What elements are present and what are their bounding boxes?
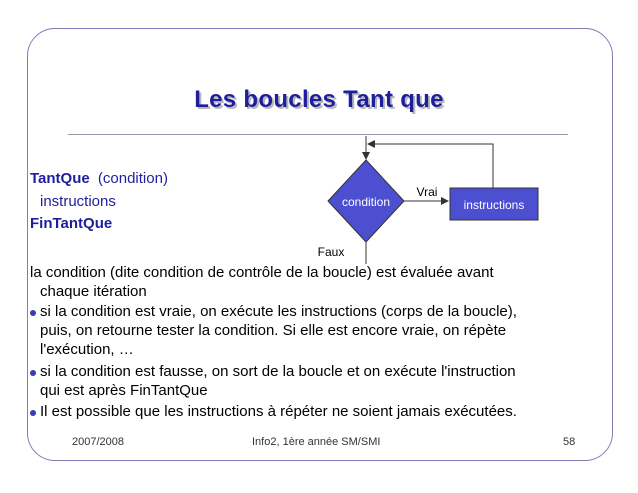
bullet-3-line-1: Il est possible que les instructions à répéter ne soient jamais exécutées. [40,403,517,420]
bullet-1-line-3: l'exécution, … [40,341,134,358]
bullet-dot [30,370,36,376]
code-line-instructions: instructions [40,193,116,210]
bullet-2-line-2: qui est après FinTantQue [40,382,208,399]
action-label: instructions [463,198,525,212]
footer-course: Info2, 1ère année SM/SMI [252,436,381,448]
bullet-2-line-1: si la condition est fausse, on sort de la boucle et on exécute l'instruction [40,363,516,380]
footer-page-number: 58 [563,436,576,448]
intro-line-2: chaque itération [40,283,147,300]
footer-date: 2007/2008 [72,436,124,448]
false-branch-label: Faux [317,245,345,259]
code-keyword-tantque: TantQue [30,170,90,187]
slide-title: Les boucles Tant que [194,86,444,113]
intro-line-1: la condition (dite condition de contrôle de la boucle) est évaluée avant [30,264,494,281]
code-line-fintantque: FinTantQue [30,215,113,232]
bullet-dot [30,410,36,416]
code-condition: (condition) [97,170,168,187]
decision-label: condition [341,195,391,209]
loop-back-arrow [368,144,493,188]
bullet-1-line-1: si la condition est vraie, on exécute les instructions (corps de la boucle), [40,303,517,320]
true-branch-label: Vrai [416,185,438,199]
bullet-dot [30,310,36,316]
bullet-1-line-2: puis, on retourne tester la condition. Si elle est encore vraie, on répète [40,322,507,339]
